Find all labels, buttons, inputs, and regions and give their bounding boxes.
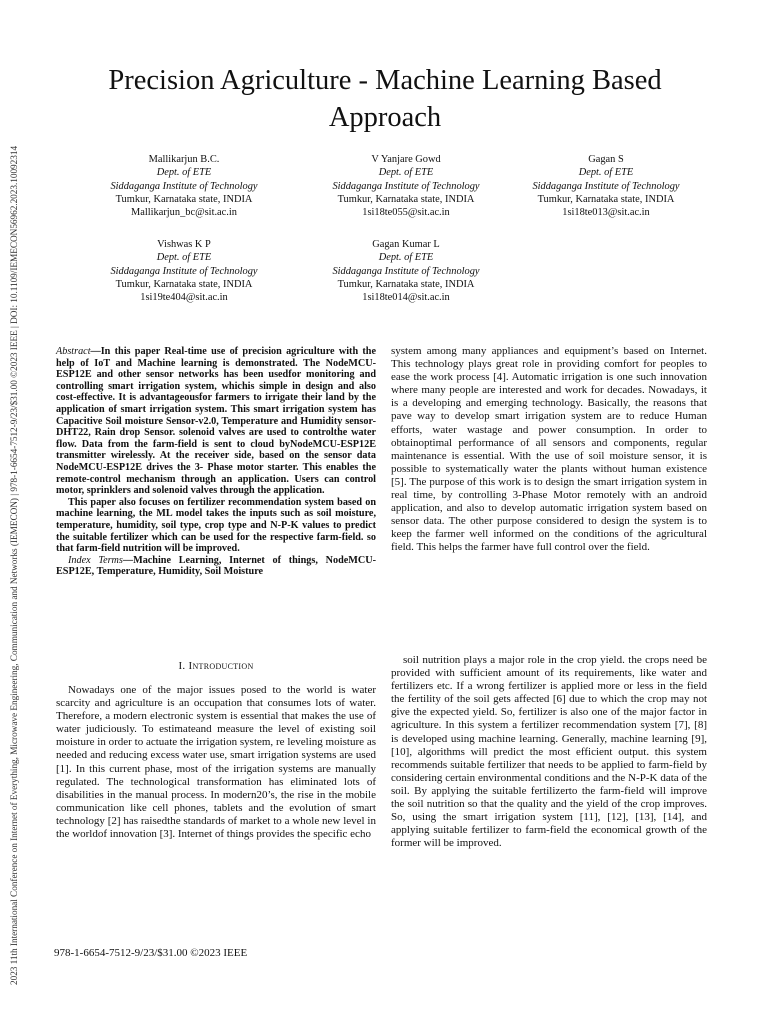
abstract-section: [56, 346, 376, 578]
author-dept: Dept. of ETE: [378, 252, 434, 264]
author-institution: Siddaganga Institute of Technology: [532, 180, 680, 192]
author-location: Tumkur, Karnataka state, INDIA: [115, 278, 253, 290]
vertical-citation-strip: [6, 30, 22, 985]
author-location: Tumkur, Karnataka state, INDIA: [337, 278, 475, 290]
author-email[interactable]: 1si18te014@sit.ac.in: [362, 292, 450, 304]
index-terms-lead: Index Terms: [68, 554, 123, 566]
author-name: Vishwas K P: [157, 239, 211, 250]
author-dept: Dept. of ETE: [156, 252, 212, 264]
section-title: Introduction: [188, 660, 254, 672]
author-name: V Yanjare Gowd: [371, 154, 441, 165]
author-email[interactable]: 1si19te404@sit.ac.in: [140, 292, 228, 304]
author-name: Gagan S: [588, 154, 624, 165]
author-email[interactable]: 1si18te013@sit.ac.in: [562, 207, 650, 219]
body-paragraph: soil nutrition plays a major role in the crop yield. the crops need be provided with sufficient amount of its requirements, like water and fertilizers etc. If a wrong fertilizer is applied more or less in the field the fertility of the soil gets affected [6] due to which the crop may not give the expected yield. So, fertilizer is also one of the major factor in agriculture. In this system a fertilizer recommendation system [7], [8] is developed using machine learning. Generally, machine learning [9], [10], algorithms will predict the most efficient output. this system recommends suitable fertilizer that needs to be applied to farm-field by considering certain environmental conditions and the N-P-K data of the soil. By applying the suitable fertilizerto the farm-field will improve the soil nutrition so that the quality and the yield of the crop improves. So, using the smart irrigation system [11], [12], [13], [14], and applying suitable fertilizer to farm-field the economical growth of the former will be improved.: [391, 654, 707, 850]
author-block: [84, 153, 284, 219]
author-dept: Dept. of ETE: [156, 167, 212, 179]
author-institution: Siddaganga Institute of Technology: [110, 265, 258, 277]
author-block: [84, 238, 284, 304]
abstract-text: —In this paper Real-time use of precision agriculture with the help of IoT and Machine learning is demonstrated. The NodeMCU-ESP12E and other sensor networks has been usedfor monitoring and controlling smart irrigation system, whichis simple in design and also cost-effective. It is advantageousfor farmers to irrigate their land by the application of smart irrigation system. This smart irrigation system has Capacitive Soil moisture Sensor-v2.0, Temperature and Humidity sensor- DHT22, Rain drop Sensor. solenoid valves are used to controlthe water flow. Data from the farm-field is sent to cloud byNodeMCU-ESP12E transmitter wirelessly. At the receiver side, based on the sensor data NodeMCU-ESP12E drives the 3- Phase motor starter. This enables the remote-control mechanism through an application. Users can control motor, sprinklers and solenoid valves through the application.: [56, 346, 376, 497]
author-institution: Siddaganga Institute of Technology: [110, 180, 258, 192]
section-number: I.: [178, 660, 186, 672]
author-name: Mallikarjun B.C.: [148, 154, 220, 165]
author-dept: Dept. of ETE: [578, 167, 634, 179]
author-institution: Siddaganga Institute of Technology: [332, 265, 480, 277]
introduction-body: [56, 684, 376, 841]
abstract-paragraph-2: This paper also focuses on fertilizer recommendation system based on machine learning, the ML model takes the inputs such as soil moisture, temperature, humidity, soil type, crop type and N-P-K values to predict the suitable fertilizer which can be used for the respective farm-field. so that farm-field nutrition will be improved.: [56, 496, 376, 555]
copyright-footer: 978-1-6654-7512-9/23/$31.00 ©2023 IEEE: [54, 947, 248, 959]
author-institution: Siddaganga Institute of Technology: [332, 180, 480, 192]
author-name: Gagan Kumar L: [372, 239, 440, 250]
citation-text: 2023 11th International Conference on Internet of Everything, Microwave Engineering, Communication and Networks (IEMECON) | 978-1-6654-7512-9/23/$31.00 ©2023 IEEE | DOI: 10.1109/IEMECON56962.2023.10092314: [10, 145, 20, 985]
abstract-paragraph: [56, 346, 376, 497]
author-location: Tumkur, Karnataka state, INDIA: [337, 193, 475, 205]
index-terms-text: —Machine Learning, Internet of things, NodeMCU-ESP12E, Temperature, Humidity, Soil Moisture: [56, 554, 376, 578]
author-block: [506, 153, 706, 219]
right-column-top: [391, 345, 707, 555]
body-paragraph: system among many appliances and equipment’s based on Internet. This technology plays great role in providing comfort for peoples to ease the work process [4]. Automatic irrigation is one such innovation where many people are interested and work for decades. Nowadays, it is a developing and emerging technology. Basically, the reasons that pave way to develop smart irrigation system are to reduce Human efforts, water wastage and power consumption. In order to obtainoptimal performance of all sensors and components, regular maintenance is essential. With the use of soil moisture sensor, it is possible to systematically water the plants without human existence [5]. The purpose of this work is to design the smart irrigation system in real time, by controlling 3-Phase Motor remotely with an android application, and also to develop automatic irrigation system based on sensor data. The other purpose considered to design the system is to keep the farmer well informed on the conditions of the agricultural field. This helps the farmer have full control over the field.: [391, 345, 707, 554]
author-location: Tumkur, Karnataka state, INDIA: [115, 193, 253, 205]
right-column-bottom: [391, 654, 707, 850]
abstract-lead: Abstract: [56, 346, 91, 357]
author-email[interactable]: 1si18te055@sit.ac.in: [362, 207, 450, 219]
section-heading: [56, 660, 376, 672]
introduction-paragraph: Nowadays one of the major issues posed to the world is water scarcity and agriculture is an occupation that consumes lots of water. Therefore, a modern electronic system is essential that makes the use of water judiciously. To estimateand measure the level of existing soil moisture in order to actuate the irrigation system, re leveling moisture as needed and reducing excess water use, smart irrigation systems are used [1]. In this current phase, most of the irrigation systems are manually regulated. The technological transformation has eliminated lots of disabilities in the manual process. In modern20’s, the rise in the mobile communication like cell phones, tablets and the evolution of smart technology [2] has raisedthe standards of market to a whole new level in the worldof innovation [3]. Internet of things provides the specific echo: [56, 684, 376, 841]
author-dept: Dept. of ETE: [378, 167, 434, 179]
paper-title: Precision Agriculture - Machine Learning Based Approach: [108, 65, 662, 133]
author-location: Tumkur, Karnataka state, INDIA: [537, 193, 675, 205]
author-block: [306, 238, 506, 304]
index-terms: [56, 555, 376, 578]
author-block: [306, 153, 506, 219]
author-email[interactable]: Mallikarjun_bc@sit.ac.in: [131, 207, 237, 219]
